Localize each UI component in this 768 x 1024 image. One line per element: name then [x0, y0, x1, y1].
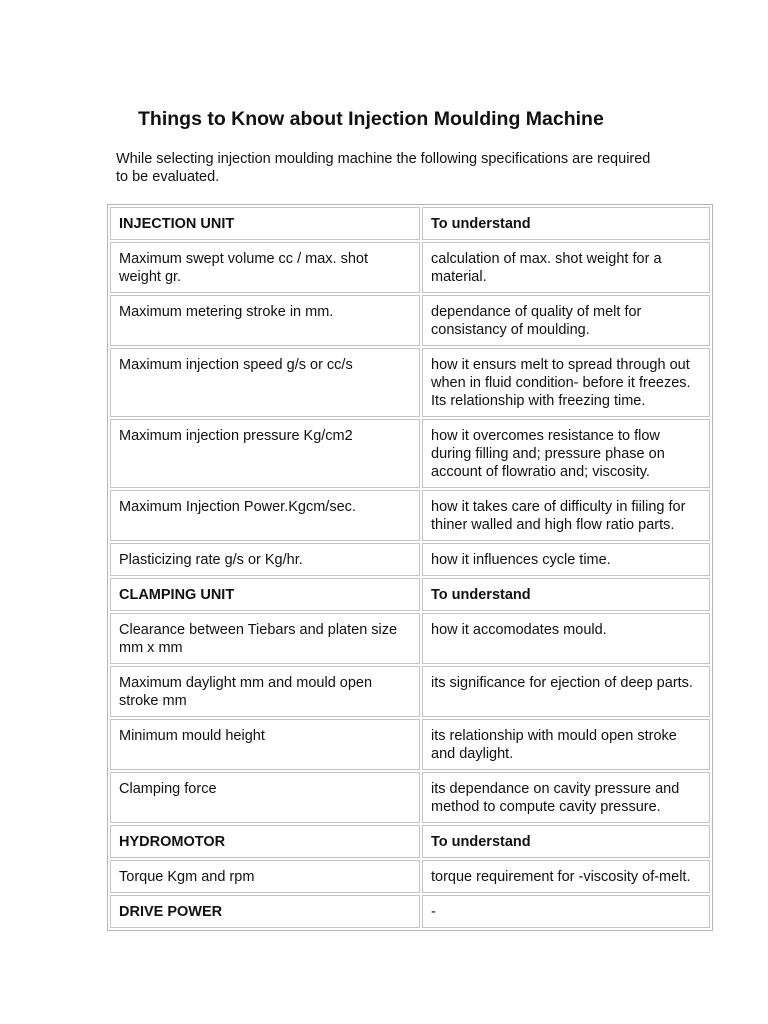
section-header-row: [110, 578, 710, 611]
purpose-cell: how it influences cycle time.: [422, 543, 710, 576]
dash-cell: -: [422, 895, 710, 928]
table-row: [110, 348, 710, 417]
column-heading: To understand: [422, 578, 710, 611]
spec-cell: Maximum Injection Power.Kgcm/sec.: [110, 490, 420, 541]
section-title: CLAMPING UNIT: [110, 578, 420, 611]
table-row: [110, 860, 710, 893]
purpose-cell: its relationship with mould open stroke and daylight.: [422, 719, 710, 770]
spec-cell: Clamping force: [110, 772, 420, 823]
spec-cell: Clearance between Tiebars and platen size mm x mm: [110, 613, 420, 664]
spec-cell: Plasticizing rate g/s or Kg/hr.: [110, 543, 420, 576]
table-row: [110, 666, 710, 717]
purpose-cell: its dependance on cavity pressure and method to compute cavity pressure.: [422, 772, 710, 823]
spec-cell: Torque Kgm and rpm: [110, 860, 420, 893]
section-header-row: [110, 825, 710, 858]
spec-cell: Maximum injection pressure Kg/cm2: [110, 419, 420, 488]
table-row: [110, 543, 710, 576]
purpose-cell: how it accomodates mould.: [422, 613, 710, 664]
intro-paragraph: While selecting injection moulding machine the following specifications are required to be evaluated.: [116, 151, 651, 185]
table-row: [110, 613, 710, 664]
spec-cell: Maximum metering stroke in mm.: [110, 295, 420, 346]
spec-cell: Maximum swept volume cc / max. shot weight gr.: [110, 242, 420, 293]
column-heading: To understand: [422, 825, 710, 858]
table-row: [110, 719, 710, 770]
purpose-cell: how it ensurs melt to spread through out when in fluid condition- before it freezes. Its relationship with freezing time.: [422, 348, 710, 417]
spec-cell: Minimum mould height: [110, 719, 420, 770]
purpose-cell: calculation of max. shot weight for a material.: [422, 242, 710, 293]
table-row: [110, 490, 710, 541]
purpose-cell: its significance for ejection of deep parts.: [422, 666, 710, 717]
purpose-cell: how it takes care of difficulty in fiiling for thiner walled and high flow ratio parts.: [422, 490, 710, 541]
page-title: Things to Know about Injection Moulding Machine: [138, 108, 604, 130]
purpose-cell: torque requirement for -viscosity of-melt.: [422, 860, 710, 893]
table-row: [110, 772, 710, 823]
table-row: [110, 242, 710, 293]
spec-cell: Maximum injection speed g/s or cc/s: [110, 348, 420, 417]
spec-cell: Maximum daylight mm and mould open stroke mm: [110, 666, 420, 717]
section-header-row: [110, 895, 710, 928]
table-row: [110, 295, 710, 346]
section-header-row: [110, 207, 710, 240]
section-title: HYDROMOTOR: [110, 825, 420, 858]
table-row: [110, 419, 710, 488]
section-title: DRIVE POWER: [110, 895, 420, 928]
column-heading: To understand: [422, 207, 710, 240]
section-title: INJECTION UNIT: [110, 207, 420, 240]
spec-table: [107, 204, 713, 931]
purpose-cell: dependance of quality of melt for consistancy of moulding.: [422, 295, 710, 346]
purpose-cell: how it overcomes resistance to flow during filling and; pressure phase on account of flowratio and; viscosity.: [422, 419, 710, 488]
